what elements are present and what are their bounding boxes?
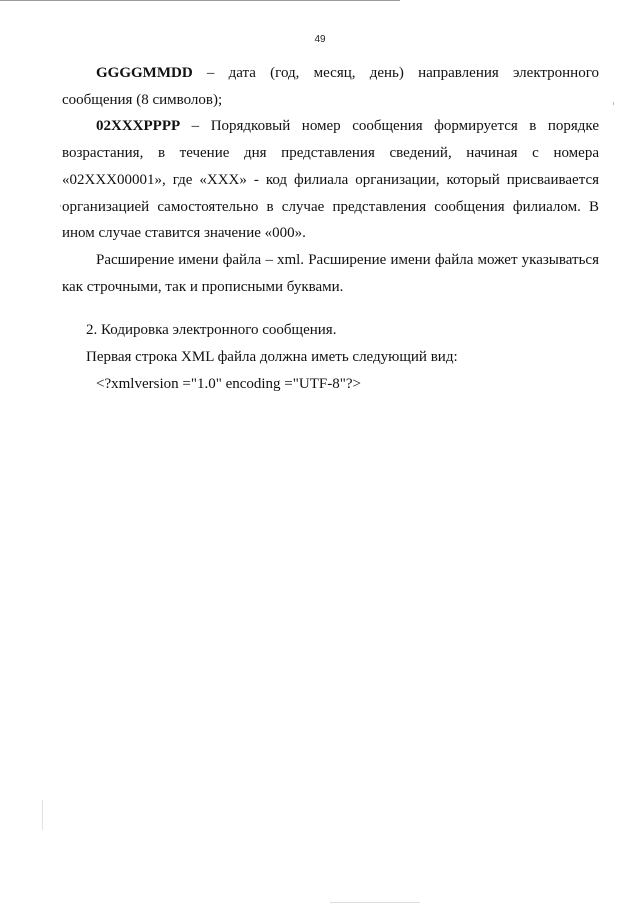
page-number: 49 [314, 34, 326, 45]
document-body [62, 60, 599, 397]
paragraph-date-format [62, 60, 599, 113]
xml-first-line-description: Первая строка XML файла должна иметь следующий вид: [86, 349, 458, 366]
xml-declaration-line: <?xmlversion ="1.0" encoding ="UTF-8"?> [96, 375, 361, 392]
date-format-description: – дата (год, месяц, день) направления электронного сообщения (8 символов); [62, 65, 599, 108]
scan-speck [42, 800, 43, 830]
section-heading-encoding: 2. Кодировка электронного сообщения. [86, 322, 337, 339]
scan-speck [613, 102, 614, 105]
section-spacer [62, 300, 599, 317]
scan-speck [330, 902, 420, 903]
date-format-code: GGGGMMDD [96, 65, 193, 81]
paragraph-file-extension: Расширение имени файла – xml. Расширение имени файла может указываться как строчными, так и прописными буквами. [62, 251, 599, 295]
scan-speck [60, 205, 61, 207]
sequence-number-description: – Порядковый номер сообщения формируется в порядке возрастания, в течение дня представления сведений, начиная с номера «02XXX00001», где «XXX» - код филиала организации, который присваивается организацией самостоятельно в случае представления сообщения филиалом. В ином случае ставится значение «000». [62, 118, 599, 242]
sequence-number-code: 02XXXPPPP [96, 118, 181, 135]
paragraph-sequence-number [62, 113, 599, 247]
scan-top-edge [0, 0, 400, 1]
